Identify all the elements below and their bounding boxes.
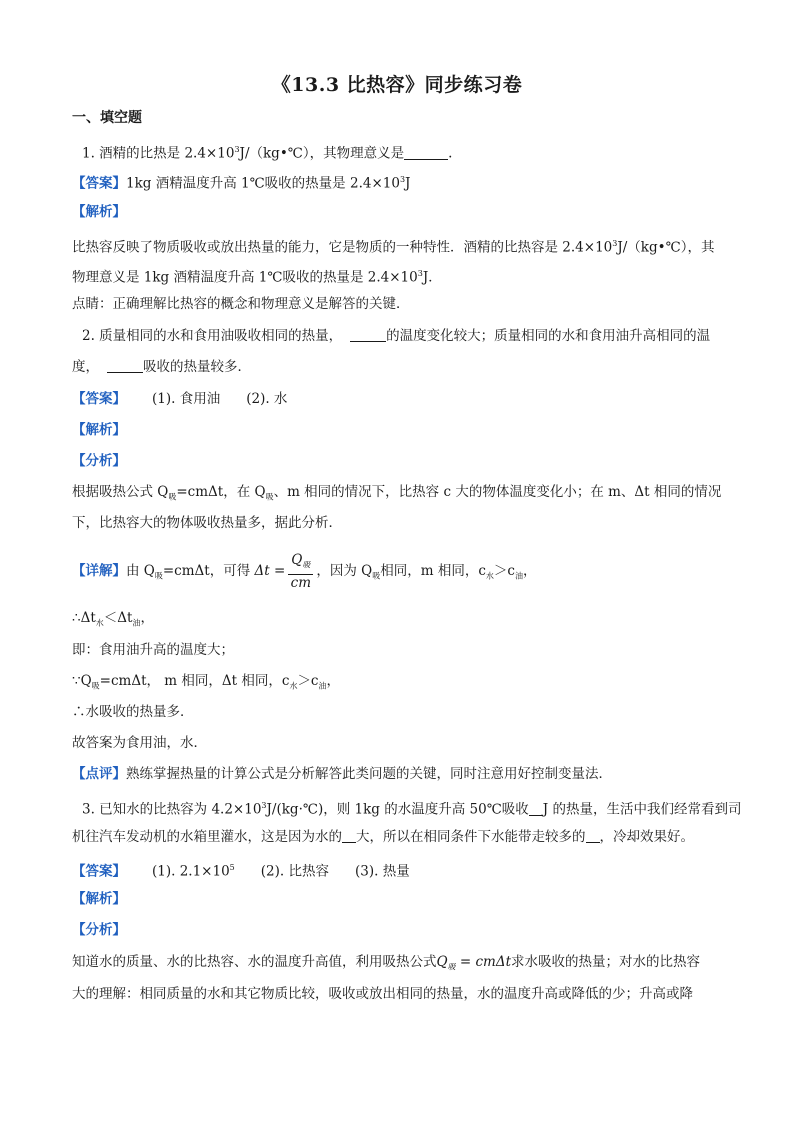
fenxi-tag-2: 【分析】 xyxy=(72,453,126,469)
note-1: 点睛：正确理解比热容的概念和物理意义是解答的关键． xyxy=(72,296,410,312)
explanation-1-line-2: 物理意义是 1kg 酒精温度升高 1℃吸收的热量是 $2.4\times 10^3J$． xyxy=(72,269,442,286)
analysis-tag-2: 【解析】 xyxy=(72,422,126,438)
fenxi-3-line-1: 知道水的质量、水的比热容、水的温度升高值，利用吸热公式$Q_吸 = cm\Delta t$求水吸收的热量；对水的比热容 xyxy=(72,954,701,972)
section-heading: 一、填空题 xyxy=(72,110,142,126)
question-3-line-1: 3. 已知水的比热容为 $4.2\times 10^3J/(kg\cdot℃)$，则 1kg 的水温度升高 50℃吸收 J 的热量，生活中我们经常看到司 xyxy=(82,801,742,818)
fenxi-2-line-1: 根据吸热公式 $Q_吸=cm\Delta t$，在 $Q_吸$、m 相同的情况下，比热容 c 大的物体温度变化小；在 m、Δt 相同的情况 xyxy=(72,484,722,502)
detail-2-line-6: 故答案为食用油，水． xyxy=(72,735,207,751)
page-title: 《13.3 比热容》同步练习卷 xyxy=(271,74,523,96)
answer-blank xyxy=(586,828,600,843)
answer-2: 【答案】 (1). 食用油 (2). 水 xyxy=(72,391,288,407)
question-1: 1. 酒精的比热是 $2.4\times 10^3J/(kg•℃)$，其物理意义是 . xyxy=(82,145,453,162)
answer-blank xyxy=(107,358,143,373)
answer-blank xyxy=(342,828,356,843)
detail-2-line-3: 即：食用油升高的温度大； xyxy=(72,642,234,658)
detail-2-line-2: $\therefore\Delta t_水<\Delta t_油$， xyxy=(72,610,154,628)
question-3-line-2: 机往汽车发动机的水箱里灌水，这是因为水的 大，所以在相同条件下水能带走较多的 ，冷却效果好。 xyxy=(72,829,694,845)
detail-2-line-1: 【详解】由 $Q_吸=cm\Delta t$，可得 Δt = $\frac{Q_吸}{cm}$ ，因为 $Q_吸$相同，m 相同，$c_水>c_油$， xyxy=(72,552,537,591)
answer-blank xyxy=(529,801,543,816)
explanation-1-line-1: 比热容反映了物质吸收或放出热量的能力，它是物质的一种特性．酒精的比热容是 $2.4\times 10^3J/(kg•℃)$，其 xyxy=(72,239,715,256)
detail-2-line-5: ∴水吸收的热量多． xyxy=(72,704,194,720)
review-2: 【点评】熟练掌握热量的计算公式是分析解答此类问题的关键，同时注意用好控制变量法． xyxy=(72,766,612,782)
question-2-line-1: 2. 质量相同的水和食用油吸收相同的热量， 的温度变化较大；质量相同的水和食用油升高相同的温 xyxy=(82,328,711,344)
analysis-tag-3: 【解析】 xyxy=(72,891,126,907)
fenxi-2-line-2: 下，比热容大的物体吸收热量多，据此分析． xyxy=(72,515,342,531)
detail-2-line-4: $\because Q_吸=cm\Delta t$， m 相同，Δt 相同，$c_水>c_油$， xyxy=(72,673,340,691)
question-2-line-2: 度， 吸收的热量较多． xyxy=(72,359,251,375)
heat-formula: $Q_吸 = cm\Delta t$ xyxy=(436,954,512,972)
answer-blank xyxy=(350,327,386,342)
answer-blank xyxy=(404,145,448,160)
answer-1: 【答案】1kg 酒精温度升高 1℃吸收的热量是 $2.4\times 10^3J$ xyxy=(72,175,411,192)
analysis-tag-1: 【解析】 xyxy=(72,204,126,220)
answer-3: 【答案】 (1). $2.1\times 10^5$ (2). 比热容 (3). 热量 xyxy=(72,863,410,880)
fenxi-tag-3: 【分析】 xyxy=(72,922,126,938)
fraction-formula: $\frac{Q_吸}{cm}$ xyxy=(288,552,313,591)
fenxi-3-line-2: 大的理解：相同质量的水和其它物质比较，吸收或放出相同的热量，水的温度升高或降低的少；升高或降 xyxy=(72,986,693,1002)
